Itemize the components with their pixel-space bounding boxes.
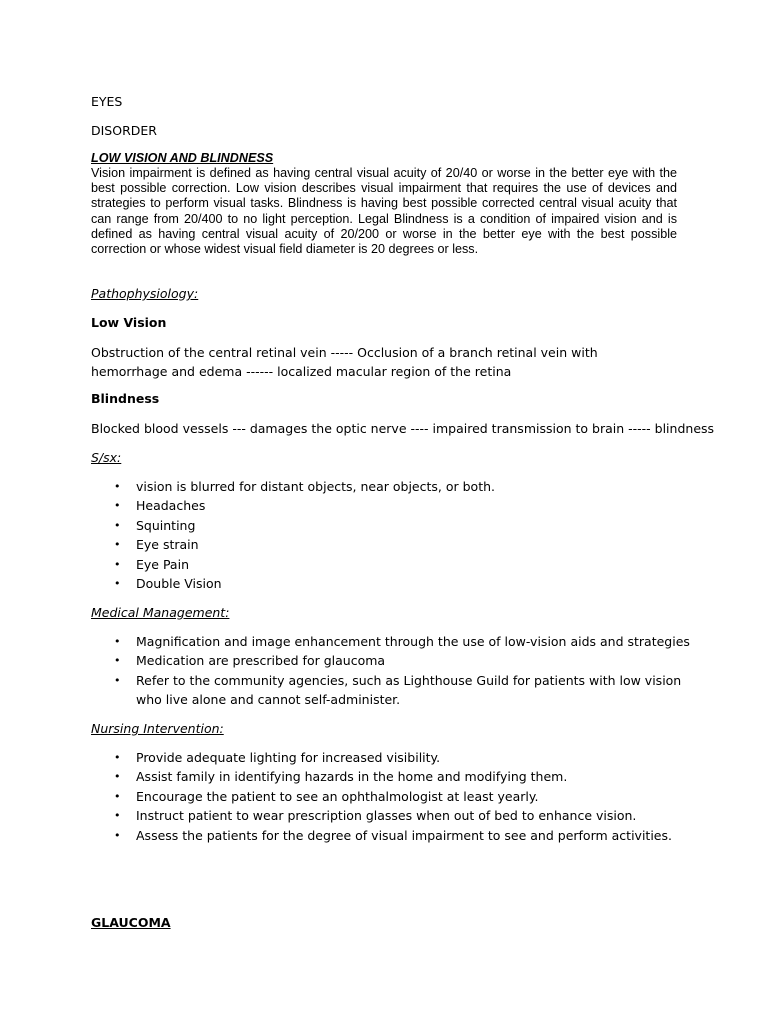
medical-management-label: Medical Management:: [91, 605, 230, 620]
list-item: • Eye strain: [91, 535, 495, 554]
section-title-glaucoma: GLAUCOMA: [91, 915, 171, 930]
list-item: • Encourage the patient to see an ophthalmologist at least yearly.: [91, 787, 672, 806]
heading-disorder: DISORDER: [91, 123, 157, 138]
list-item: • Medication are prescribed for glaucoma: [91, 651, 696, 670]
list-item: • Assess the patients for the degree of visual impairment to see and perform activities.: [91, 826, 672, 845]
medical-management-list: [91, 632, 696, 709]
bullet-icon: •: [114, 809, 121, 823]
list-item: • Refer to the community agencies, such as Lighthouse Guild for patients with low vision who live alone and cannot self-administer.: [114, 672, 682, 707]
list-item: • Squinting: [91, 516, 495, 535]
bullet-icon: •: [114, 654, 121, 668]
bullet-icon: •: [114, 480, 121, 493]
list-item: • Double Vision: [91, 574, 495, 593]
blindness-label: Blindness: [91, 391, 160, 406]
ssx-label: S/sx:: [91, 450, 122, 465]
bullet-icon: •: [114, 576, 121, 590]
list-item: • Magnification and image enhancement through the use of low-vision aids and strategies: [91, 632, 696, 651]
low-vision-label: Low Vision: [91, 315, 167, 330]
bullet-icon: •: [114, 751, 121, 764]
bullet-icon: •: [114, 635, 121, 648]
list-item: • Eye Pain: [91, 555, 495, 574]
bullet-icon: •: [114, 770, 121, 784]
nursing-intervention-list: [91, 748, 672, 845]
list-item: • Headaches: [91, 496, 495, 515]
ssx-list: [91, 477, 495, 593]
list-item: • Provide adequate lighting for increased visibility.: [91, 748, 672, 767]
bullet-icon: •: [114, 789, 121, 803]
list-item: • vision is blurred for distant objects, near objects, or both.: [91, 477, 495, 496]
nursing-intervention-label: Nursing Intervention:: [91, 721, 224, 736]
bullet-icon: •: [114, 499, 121, 513]
blindness-text: Blocked blood vessels --- damages the optic nerve ---- impaired transmission to brain ----- blindness: [91, 421, 715, 436]
bullet-icon: •: [114, 557, 121, 571]
bullet-icon: •: [114, 673, 121, 687]
bullet-icon: •: [114, 828, 121, 842]
pathophysiology-label: Pathophysiology:: [91, 286, 199, 301]
list-item: • Assist family in identifying hazards in the home and modifying them.: [91, 767, 672, 786]
list-item: • Instruct patient to wear prescription glasses when out of bed to enhance vision.: [91, 806, 672, 825]
heading-eyes: EYES: [91, 94, 123, 109]
bullet-icon: •: [114, 538, 121, 552]
intro-paragraph: Vision impairment is defined as having central visual acuity of 20/40 or worse in the better eye with the best possible correction. Low vision describes visual impairment that requires the use of devices and strategies to perform visual tasks. Blindness is having best possible corrected central visual acuity that can range from 20/400 to no light perception. Legal Blindness is a condition of impaired vision and is defined as having central visual acuity of 20/200 or worse in the better eye with the best possible correction or whose widest visual field diameter is 20 degrees or less.: [91, 166, 677, 257]
low-vision-text: Obstruction of the central retinal vein ----- Occlusion of a branch retinal vein with hemorrhage and edema ------ localized macular region of the retina: [91, 345, 598, 379]
bullet-icon: •: [114, 518, 121, 532]
section-title-low-vision: LOW VISION AND BLINDNESS: [91, 151, 274, 165]
